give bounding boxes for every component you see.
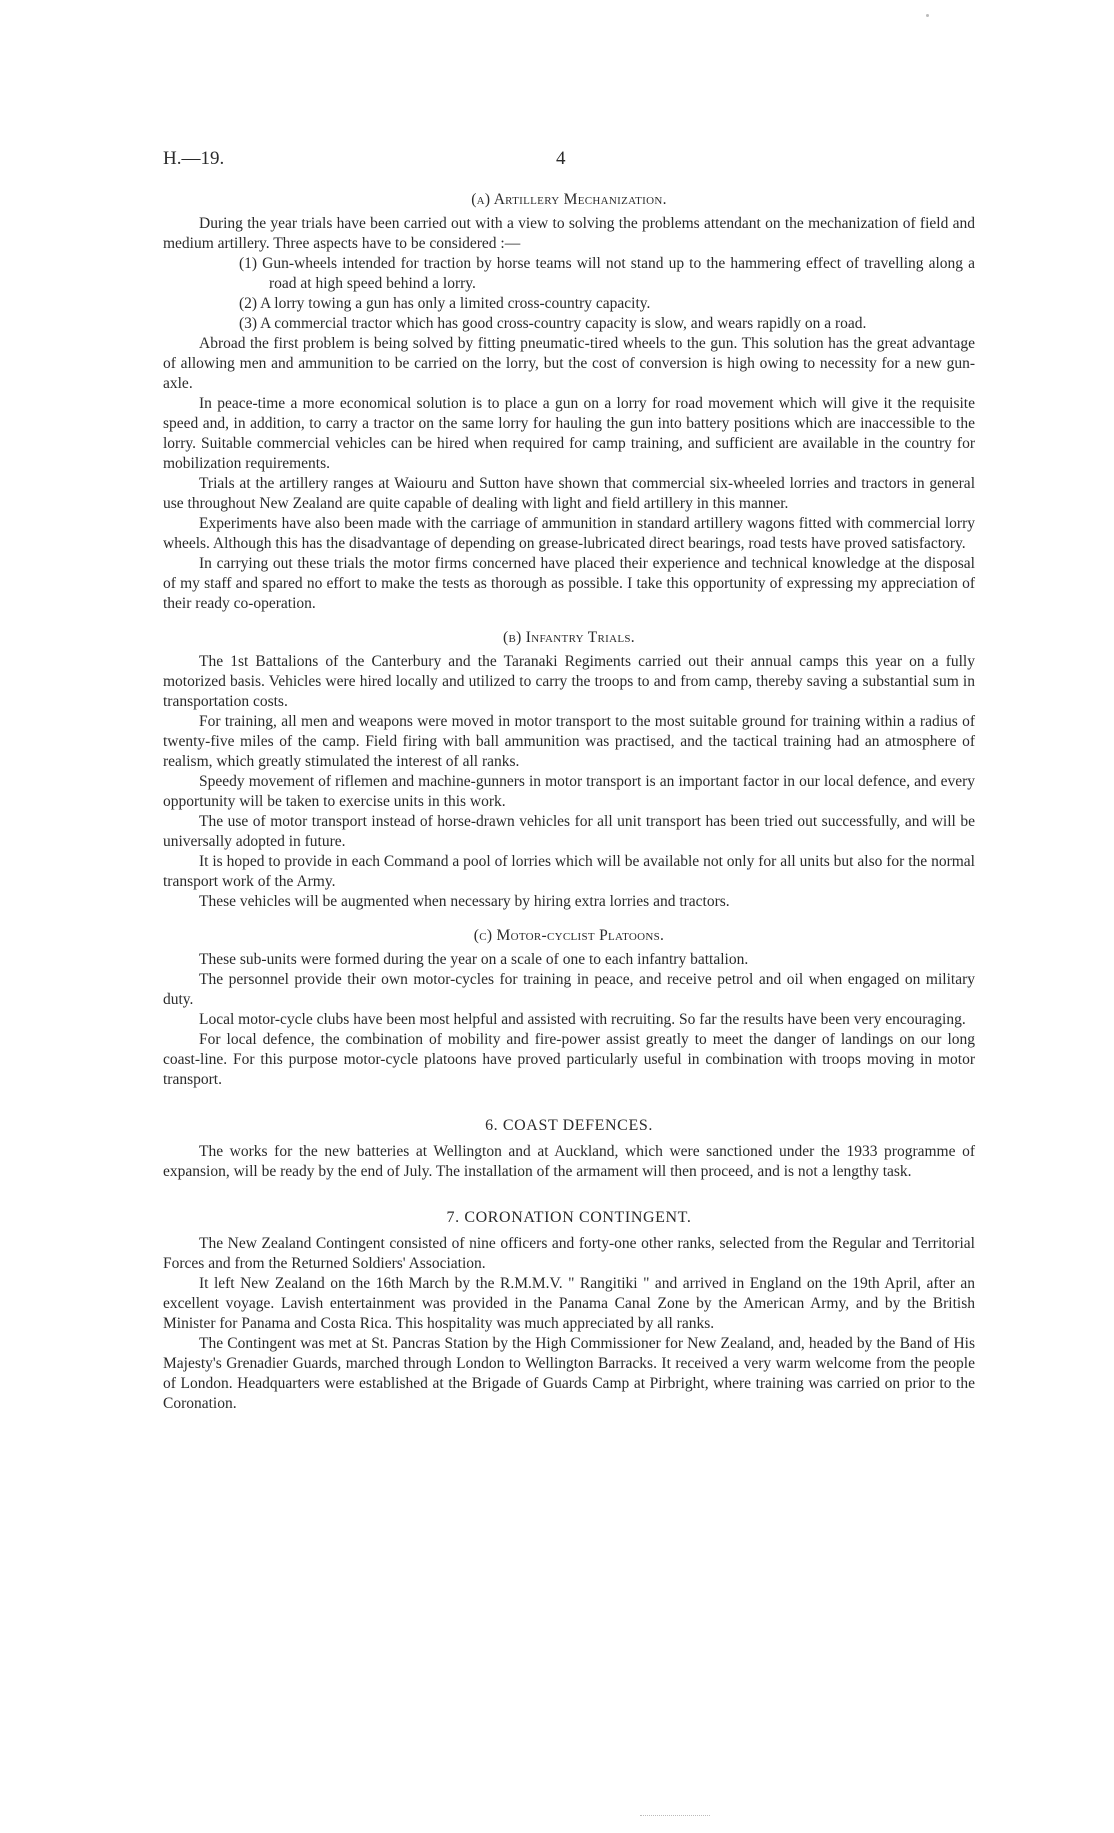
paragraph: For local defence, the combination of mobility and fire-power assist greatly to meet the danger of landings on our long coast-line. For this purpose motor-cycle platoons have proved particularly useful in combination with troops moving in motor transport. xyxy=(163,1031,975,1088)
section-motor-cyclist-platoons xyxy=(163,926,975,1090)
list-item: (3) A commercial tractor which has good cross-country capacity is slow, and wears rapidly on a road. xyxy=(239,315,867,332)
paragraph: Abroad the first problem is being solved by fitting pneumatic-tired wheels to the gun. This solution has the great advantage of allowing men and ammunition to be carried on the lorry, but the cost of conversion is high owing to necessity for a new gun-axle. xyxy=(163,335,975,392)
paragraph: The New Zealand Contingent consisted of nine officers and forty-one other ranks, selected from the Regular and Territorial Forces and from the Returned Soldiers' Association. xyxy=(163,1235,975,1272)
paragraph: Speedy movement of riflemen and machine-gunners in motor transport is an important factor in our local defence, and every opportunity will be taken to exercise units in this work. xyxy=(163,773,975,810)
page-number: 4 xyxy=(556,148,566,169)
paragraph: It is hoped to provide in each Command a pool of lorries which will be available not only for all units but also for the normal transport work of the Army. xyxy=(163,853,975,890)
paragraph: Trials at the artillery ranges at Waiouru and Sutton have shown that commercial six-wheeled lorries and tractors in general use throughout New Zealand are quite capable of dealing with light and field artillery in this manner. xyxy=(163,475,975,512)
paragraph: Experiments have also been made with the carriage of ammunition in standard artillery wagons fitted with commercial lorry wheels. Although this has the disadvantage of depending on grease-lubricated direct bearings, road tests have proved satisfactory. xyxy=(163,515,975,552)
section-heading: 7. CORONATION CONTINGENT. xyxy=(446,1209,692,1226)
paragraph: These vehicles will be augmented when necessary by hiring extra lorries and tractors. xyxy=(199,893,730,910)
paragraph: The use of motor transport instead of horse-drawn vehicles for all unit transport has been tried out successfully, and will be universally adopted in future. xyxy=(163,813,975,850)
section-heading: (b) Infantry Trials. xyxy=(503,629,635,646)
document-code: H.—19. xyxy=(163,148,225,169)
section-heading: (c) Motor-cyclist Platoons. xyxy=(473,927,665,944)
paragraph: During the year trials have been carried out with a view to solving the problems attendant on the mechanization of field and medium artillery. Three aspects have to be considered :— xyxy=(163,215,975,252)
paragraph: These sub-units were formed during the year on a scale of one to each infantry battalion. xyxy=(199,951,749,968)
paragraph: Local motor-cycle clubs have been most helpful and assisted with recruiting. So far the results have been very encouraging. xyxy=(199,1011,966,1028)
section-heading: (a) Artillery Mechanization. xyxy=(471,191,667,208)
footer-mark xyxy=(640,1815,710,1816)
paragraph: For training, all men and weapons were moved in motor transport to the most suitable ground for training within a radius of twenty-five miles of the camp. Field firing with ball ammunition was practised, and the tactical training had an atmosphere of realism, which greatly stimulated the interest of all ranks. xyxy=(163,713,975,770)
paragraph: In carrying out these trials the motor firms concerned have placed their experience and technical knowledge at the disposal of my staff and spared no effort to make the tests as thorough as possible. I take this opportunity of expressing my appreciation of their ready co-operation. xyxy=(163,555,975,612)
paragraph: The works for the new batteries at Wellington and at Auckland, which were sanctioned under the 1933 programme of expansion, will be ready by the end of July. The installation of the armament will then proceed, and is not a lengthy task. xyxy=(163,1143,975,1180)
section-infantry-trials xyxy=(163,628,975,912)
section-coast-defences xyxy=(163,1116,975,1182)
document-body xyxy=(163,190,975,1414)
paragraph: In peace-time a more economical solution is to place a gun on a lorry for road movement which will give it the requisite speed and, in addition, to carry a tractor on the same lorry for hauling the gun into battery positions which are inaccessible to the lorry. Suitable commercial vehicles can be hired when required for camp training, and sufficient are available in the country for mobilization requirements. xyxy=(163,395,975,472)
section-heading: 6. COAST DEFENCES. xyxy=(485,1117,653,1134)
section-artillery-mechanization xyxy=(163,190,975,614)
page-header xyxy=(163,148,973,174)
paragraph: The personnel provide their own motor-cycles for training in peace, and receive petrol and oil when engaged on military duty. xyxy=(163,971,975,1008)
paragraph: It left New Zealand on the 16th March by the R.M.M.V. " Rangitiki " and arrived in England on the 19th April, after an excellent voyage. Lavish entertainment was provided in the Panama Canal Zone by the American Army, and by the British Minister for Panama and Costa Rica. This hospitality was much appreciated by all ranks. xyxy=(163,1275,975,1332)
list-item: (2) A lorry towing a gun has only a limited cross-country capacity. xyxy=(239,295,651,312)
paragraph: The 1st Battalions of the Canterbury and the Taranaki Regiments carried out their annual camps this year on a fully motorized basis. Vehicles were hired locally and utilized to carry the troops to and from camp, thereby saving a substantial sum in transportation costs. xyxy=(163,653,975,710)
paragraph: The Contingent was met at St. Pancras Station by the High Commissioner for New Zealand, and, headed by the Band of His Majesty's Grenadier Guards, marched through London to Wellington Barracks. It received a very warm welcome from the people of London. Headquarters were established at the Brigade of Guards Camp at Pirbright, where training was carried on prior to the Coronation. xyxy=(163,1335,975,1412)
paper-speck xyxy=(926,14,929,17)
aspects-list xyxy=(163,254,975,334)
section-coronation-contingent xyxy=(163,1208,975,1414)
list-item: (1) Gun-wheels intended for traction by horse teams will not stand up to the hammering effect of travelling along a road at high speed behind a lorry. xyxy=(239,255,975,292)
